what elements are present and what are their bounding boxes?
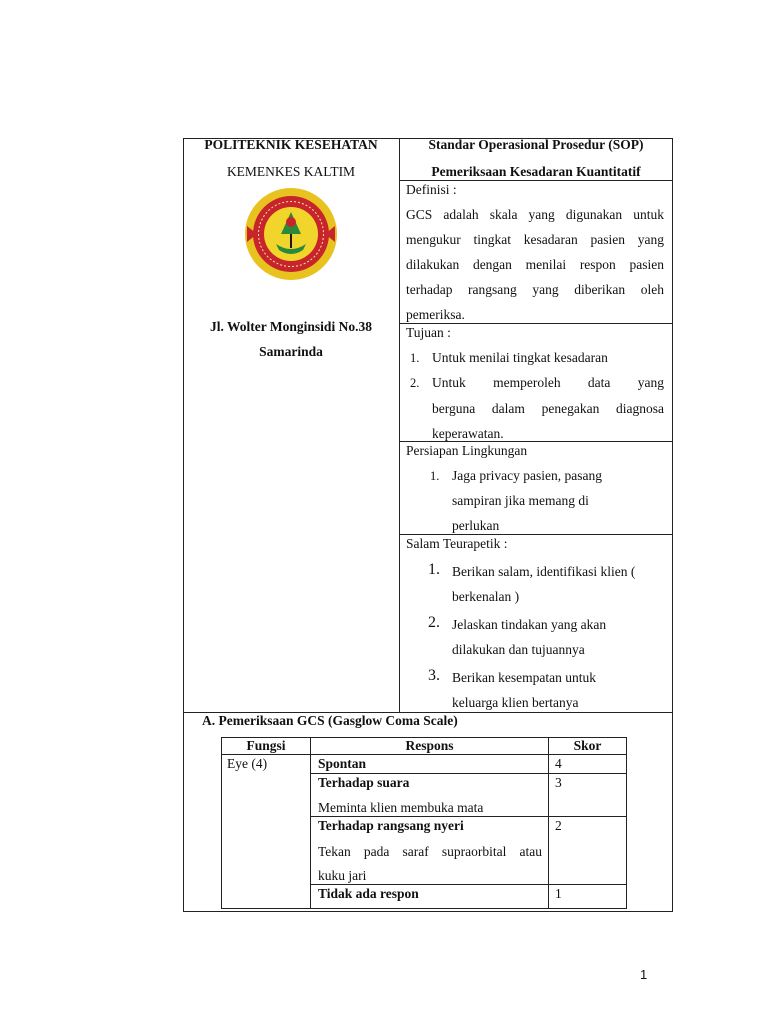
gcs-row-skor: 3 [555,775,562,790]
tujuan-num-1: 1. [410,351,420,365]
salam-item-1-line-2: berkenalan ) [452,589,520,604]
gcs-row-desc: kuku jari [318,868,367,883]
salam-num-2: 2. [428,614,440,631]
tujuan-item-2-line-1: Untuk memperoleh data yang [432,375,664,390]
gcs-row-title: Terhadap suara [318,775,410,790]
persiapan-item-1-line-3: perlukan [452,518,500,533]
gcs-row-desc: Meminta klien membuka mata [318,800,484,815]
salam-item-3-line-2: keluarga klien bertanya [452,695,579,710]
gcs-fungsi-eye: Eye (4) [227,756,268,771]
tujuan-item-1: Untuk menilai tingkat kesadaran [432,350,608,365]
gcs-row-skor: 4 [555,756,562,771]
gcs-header-respons: Respons [405,738,454,753]
persiapan-item-1-line-1: Jaga privacy pasien, pasang [452,468,602,483]
table-border-left [183,138,184,912]
gcs-header-fungsi: Fungsi [246,738,286,753]
tujuan-num-2: 2. [410,376,420,390]
salam-num-1: 1. [428,561,440,578]
gcs-line [626,737,627,909]
gcs-row-title: Terhadap rangsang nyeri [318,818,464,833]
gcs-row-title: Spontan [318,756,367,771]
persiapan-num-1: 1. [430,469,440,483]
gcs-row-skor: 2 [555,818,562,833]
definisi-line-5: pemeriksa. [406,307,465,322]
gcs-row-title: Tidak ada respon [318,886,419,901]
salam-title: Salam Teurapetik : [406,536,508,551]
tujuan-title: Tujuan : [406,325,451,340]
institution-name-line2: KEMENKES KALTIM [226,164,356,179]
gcs-row-desc: Tekan pada saraf supraorbital atau [318,844,542,859]
persiapan-title: Persiapan Lingkungan [406,443,528,458]
page-number: 1 [640,967,648,982]
salam-item-3-line-1: Berikan kesempatan untuk [452,670,596,685]
tujuan-item-2-line-3: keperawatan. [432,426,504,441]
definisi-line-3: dilakukan dengan menilai respon pasien [406,257,664,272]
gcs-line [221,737,222,909]
column-divider [399,138,400,712]
salam-item-2-line-2: dilakukan dan tujuannya [452,642,585,657]
gcs-line [221,908,627,909]
persiapan-item-1-line-2: sampiran jika memang di [452,493,589,508]
salam-item-2-line-1: Jelaskan tindakan yang akan [452,617,607,632]
definisi-line-1: GCS adalah skala yang digunakan untuk [406,207,664,222]
table-border-bottom [183,911,673,912]
gcs-section-title: A. Pemeriksaan GCS (Gasglow Coma Scale) [202,713,458,728]
institution-logo [243,186,339,282]
salam-item-1-line-1: Berikan salam, identifikasi klien ( [452,564,636,579]
sop-title: Standar Operasional Prosedur (SOP) [428,137,644,152]
sop-subtitle: Pemeriksaan Kesadaran Kuantitatif [431,164,641,179]
definisi-line-4: terhadap rangsang yang diberikan oleh [406,282,664,297]
gcs-line [310,737,311,909]
address-line1: Jl. Wolter Monginsidi No.38 [210,319,372,334]
tujuan-item-2-line-2: berguna dalam penegakan diagnosa [432,401,664,416]
address-line2: Samarinda [259,344,323,359]
definisi-line-2: mengukur tingkat kesadaran pasien yang [406,232,664,247]
definisi-title: Definisi : [406,182,457,197]
table-border-right [672,138,673,912]
gcs-header-skor: Skor [573,738,602,753]
gcs-line [548,737,549,909]
salam-num-3: 3. [428,667,440,684]
institution-name-line1: POLITEKNIK KESEHATAN [204,137,378,152]
gcs-row-skor: 1 [555,886,562,901]
